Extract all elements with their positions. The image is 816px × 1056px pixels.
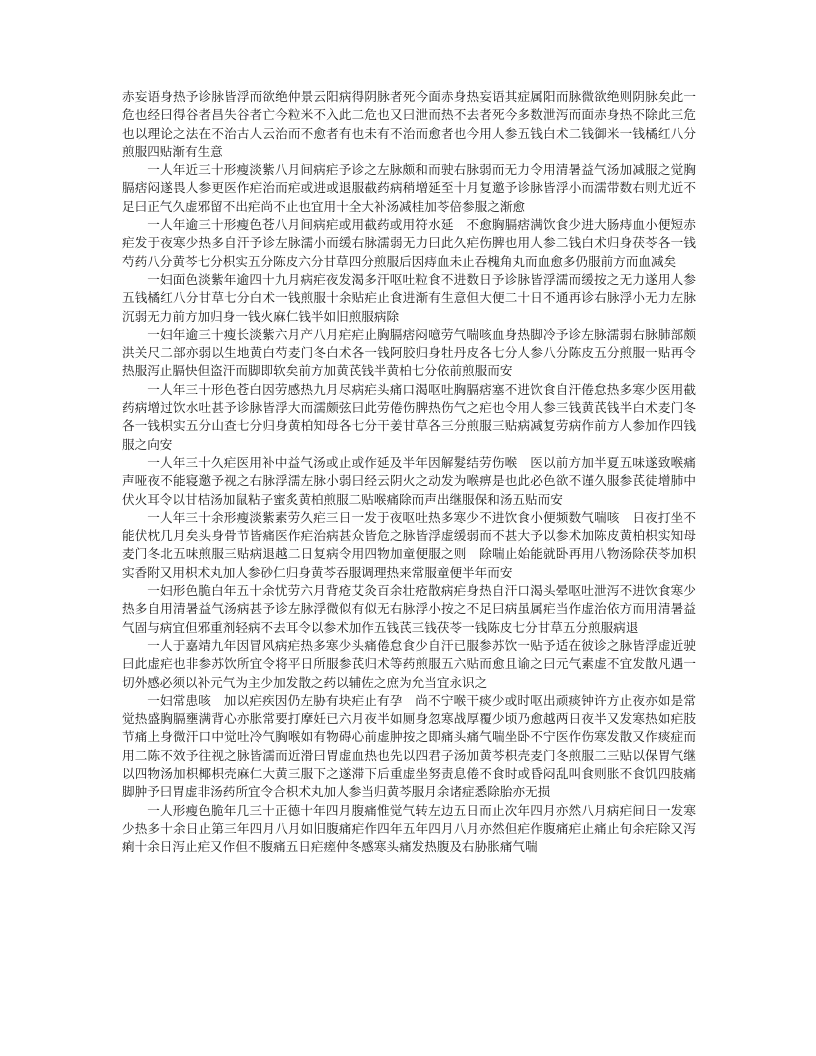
- paragraph-3: 一人年逾三十形瘦色苍八月间病疟或用截药或用符水延 不愈胸膈痞满饮食少进大肠痔血小便短赤疟发于夜寒少热多自汗予诊左脉濡小而缓右脉濡弱无力曰此久疟伤脾也用人参二钱白术归身茯苓各一钱芍药八分黄芩七分枳实五分陈皮六分甘草四分煎服后因痔血未止吞槐角丸而血愈多仍服前方而血减矣: [122, 217, 696, 269]
- paragraph-7: 一人年三十久疟医用补中益气汤或止或作延及半年因解髮结劳伤喉 医以前方加半夏五味遂致喉痛声哑夜不能寝邀予视之右脉浮濡左脉小弱曰经云阴火之动发为喉痹是也此必色欲不谨久服参芪徒增肺中伏火耳令以甘桔汤加鼠粘子蜜炙黄柏煎服二贴喉痛除而声出继服保和汤五贴而安: [122, 454, 696, 507]
- paragraph-10: 一人于嘉靖九年因冒风病疟热多寒少头痛倦怠食少自汗已服参苏饮一贴予适在彼诊之脉皆浮虚近驶曰此虚疟也非参苏饮所宜令将平日所服参芪归术等药煎服五六贴而愈且谕之曰元气素虚不宜发散凡遇一切外感必须以补元气为主少加发散之药以辅佐之庶为允当宜永识之: [122, 637, 696, 690]
- paragraph-12: 一人形瘦色脆年几三十正德十年四月腹痛惟觉气转左边五日而止次年四月亦然八月病疟间日一发寒少热多十余日止第三年四月八月如旧腹痛疟作四年五年四月八月亦然但疟作腹痛疟止痛止旬余疟除又泻痢十余日泻止疟又作但不腹痛五日疟瘥仲冬感寒头痛发热腹及右胁胀痛气喘: [122, 802, 696, 855]
- paragraph-9: 一妇形色脆白年五十余忧劳六月背疮艾灸百余壮疮散病疟身热自汗口渴头晕呕吐泄泻不进饮食寒少热多自用清暑益气汤病甚予诊左脉浮微似有似无右脉浮小按之不足曰病虽属疟当作虚治依方而用清暑益气固与病宜但邪重剂轻病不去耳令以参术加作五钱芪三钱茯苓一钱陈皮七分甘草五分煎服病退: [122, 583, 696, 635]
- document-body: [122, 88, 696, 856]
- paragraph-6: 一人年三十形色苍白因劳感热九月尽病疟头痛口渴呕吐胸膈痞塞不进饮食自汗倦怠热多寒少医用截药病增过饮水吐甚予诊脉皆浮大而濡颇弦曰此劳倦伤脾热伤气之疟也令用人参三钱黄芪钱半白术麦门冬各一钱枳实五分山查七分归身黄柏知母各七分干姜甘草各三分煎服三贴病减复劳病作前方人参加作四钱服之向安: [122, 381, 696, 452]
- paragraph-8: 一人年三十余形瘦淡紫素劳久疟三日一发于夜呕吐热多寒少不进饮食小便频数气喘咳 日夜打坐不能伏枕几月矣头身骨节皆痛医作疟治病甚众皆危之脉皆浮虚缓弱而不甚大予以参术加陈皮黄柏枳实知母麦门冬北五味煎服三贴病退越二日复病令用四物加童便服之则 除喘止始能就卧再用八物汤除茯苓加枳实香附又用枳术丸加人参砂仁归身黄芩吞服调理热来常服童便半年而安: [122, 509, 696, 580]
- paragraph-11: 一妇常患咳 加以疟疾因仍左胁有块疟止有孕 尚不宁喉干痰少或时呕出顽痰钟许方止夜亦如是常觉热盛胸膈壅满背心亦胀常要打摩妊已六月夜半如厕身忽寒战厚覆少顷乃愈越两日夜半又发寒热如疟肢节痛上身微汗口中觉吐冷气胸喉如有物碍心前虚肿按之即痛头痛气喘坐卧不宁医作伤寒发散又作痰症而用二陈不效予往视之脉皆濡而近滑曰胃虚血热也先以四君子汤加黄芩枳壳麦门冬煎服二三贴以保胃气继以四物汤加枳椰枳壳麻仁大黄三服下之遂滞下后重虚坐努责息倦不食时或昏闷乱叫食则胀不食饥四肢痛脚肿予曰胃虚非汤药所宜令合枳术丸加人参当归黄芩服月余诸症悉除胎亦无损: [122, 692, 696, 800]
- paragraph-1: 赤妄语身热予诊脉皆浮而欲绝仲景云阳病得阴脉者死今面赤身热妄语其症属阳而脉微欲绝则阴脉矣此一危也经曰得谷者昌失谷者亡今粒米不入此二危也又曰泄而热不去者死今多数泄泻而面赤身热不除此三危也以理论之法在不治古人云治而不愈者有也未有不治而愈者也今用人参五钱白术二钱御米一钱橘红八分煎服四贴渐有生意: [122, 89, 696, 159]
- paragraph-2: 一人年近三十形瘦淡紫八月间病疟予诊之左脉颇和而驶右脉弱而无力令用清暑益气汤加减服之觉胸膈痞闷遂畏人参更医作疟治而疟或进或退服截药病稍增延至十月复邀予诊脉皆浮小而濡带数右则尤近不足曰正气久虚邪留不出疟尚不止也宜用十全大补汤减桂加苓倍参服之渐愈: [122, 162, 696, 214]
- paragraph-4: 一妇面色淡紫年逾四十九月病疟夜发渴多汗呕吐粒食不进数日予诊脉皆浮濡而缓按之无力遂用人参五钱橘红八分甘草七分白术一钱煎服十余贴疟止食进渐有生意但大便二十日不通再诊右脉浮小无力左脉沉弱无力前方加归身一钱火麻仁钱半如旧煎服病除: [122, 271, 696, 324]
- paragraph-5: 一妇年逾三十瘦长淡紫六月产八月疟疟止胸膈痞闷噫劳气喘咳血身热脚冷予诊左脉濡弱右脉肺部颇洪关尺二部亦弱以生地黄白芍麦门冬白术各一钱阿胶归身牡丹皮各七分人参八分陈皮五分煎服一贴再令热服泻止膈快但盗汗而脚即软矣前方加黄芪钱半黄柏七分依前煎服而安: [122, 326, 696, 379]
